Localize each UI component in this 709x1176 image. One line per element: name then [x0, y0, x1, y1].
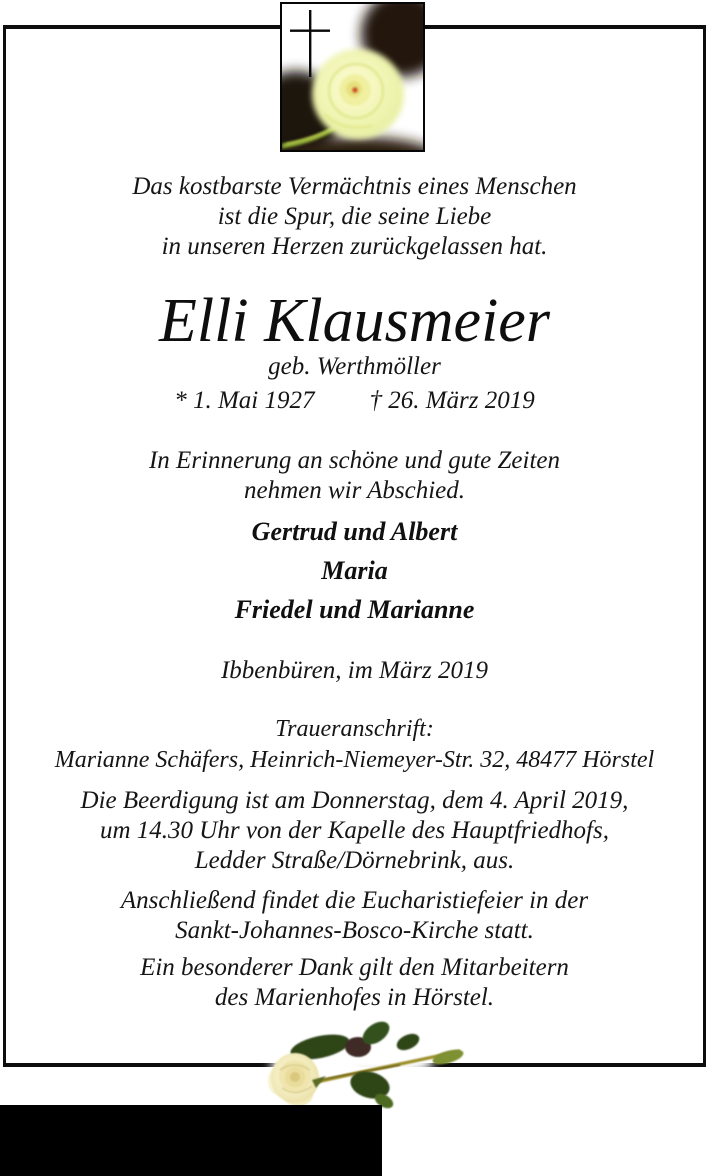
mourning-address-block	[0, 714, 709, 776]
family-line: Maria	[321, 556, 388, 585]
life-dates	[0, 386, 709, 416]
eucharist-line: Anschließend findet die Eucharistiefeier in der	[120, 887, 589, 914]
deceased-name: Elli Klausmeier	[159, 287, 550, 355]
eucharist-line: Sankt-Johannes-Bosco-Kirche statt.	[175, 917, 534, 944]
memorial-line: nehmen wir Abschied.	[243, 477, 466, 504]
memorial-text	[0, 446, 709, 506]
quote-line: Das kostbarste Vermächtnis eines Menschen	[132, 173, 577, 200]
funeral-line: um 14.30 Uhr von der Kapelle des Hauptfriedhofs,	[100, 817, 609, 844]
family-line: Friedel und Marianne	[234, 595, 475, 624]
birth-date: * 1. Mai 1927	[174, 387, 315, 414]
quote-line: in unseren Herzen zurückgelassen hat.	[161, 233, 548, 260]
funeral-line: Die Beerdigung ist am Donnerstag, dem 4. April 2019,	[80, 787, 629, 814]
death-date: † 26. März 2019	[369, 387, 535, 414]
rose-photo-top	[280, 2, 425, 152]
quote-line: ist die Spur, die seine Liebe	[217, 203, 492, 230]
rose-photo-bottom	[258, 1018, 478, 1113]
eucharist-info	[0, 886, 709, 946]
rose-photo-top-graphic	[282, 4, 423, 150]
family-names	[0, 512, 709, 629]
family-line: Gertrud und Albert	[251, 517, 458, 546]
maiden-name: geb. Werthmöller	[268, 353, 441, 380]
memorial-line: In Erinnerung an schöne und gute Zeiten	[148, 447, 561, 474]
funeral-info	[0, 786, 709, 876]
rose-photo-bottom-graphic	[258, 1018, 478, 1113]
thanks-line: Ein besonderer Dank gilt den Mitarbeitern	[140, 954, 569, 981]
place-and-date: Ibbenbüren, im März 2019	[220, 657, 489, 684]
thanks-text	[0, 953, 709, 1013]
mourning-address: Marianne Schäfers, Heinrich-Niemeyer-Str. 32, 48477 Hörstel	[54, 747, 655, 773]
thanks-line: des Marienhofes in Hörstel.	[214, 984, 495, 1011]
redaction-block	[0, 1105, 382, 1176]
memorial-quote	[0, 172, 709, 262]
mourning-address-label: Traueranschrift:	[275, 716, 434, 742]
funeral-line: Ledder Straße/Dörnebrink, aus.	[194, 847, 515, 874]
